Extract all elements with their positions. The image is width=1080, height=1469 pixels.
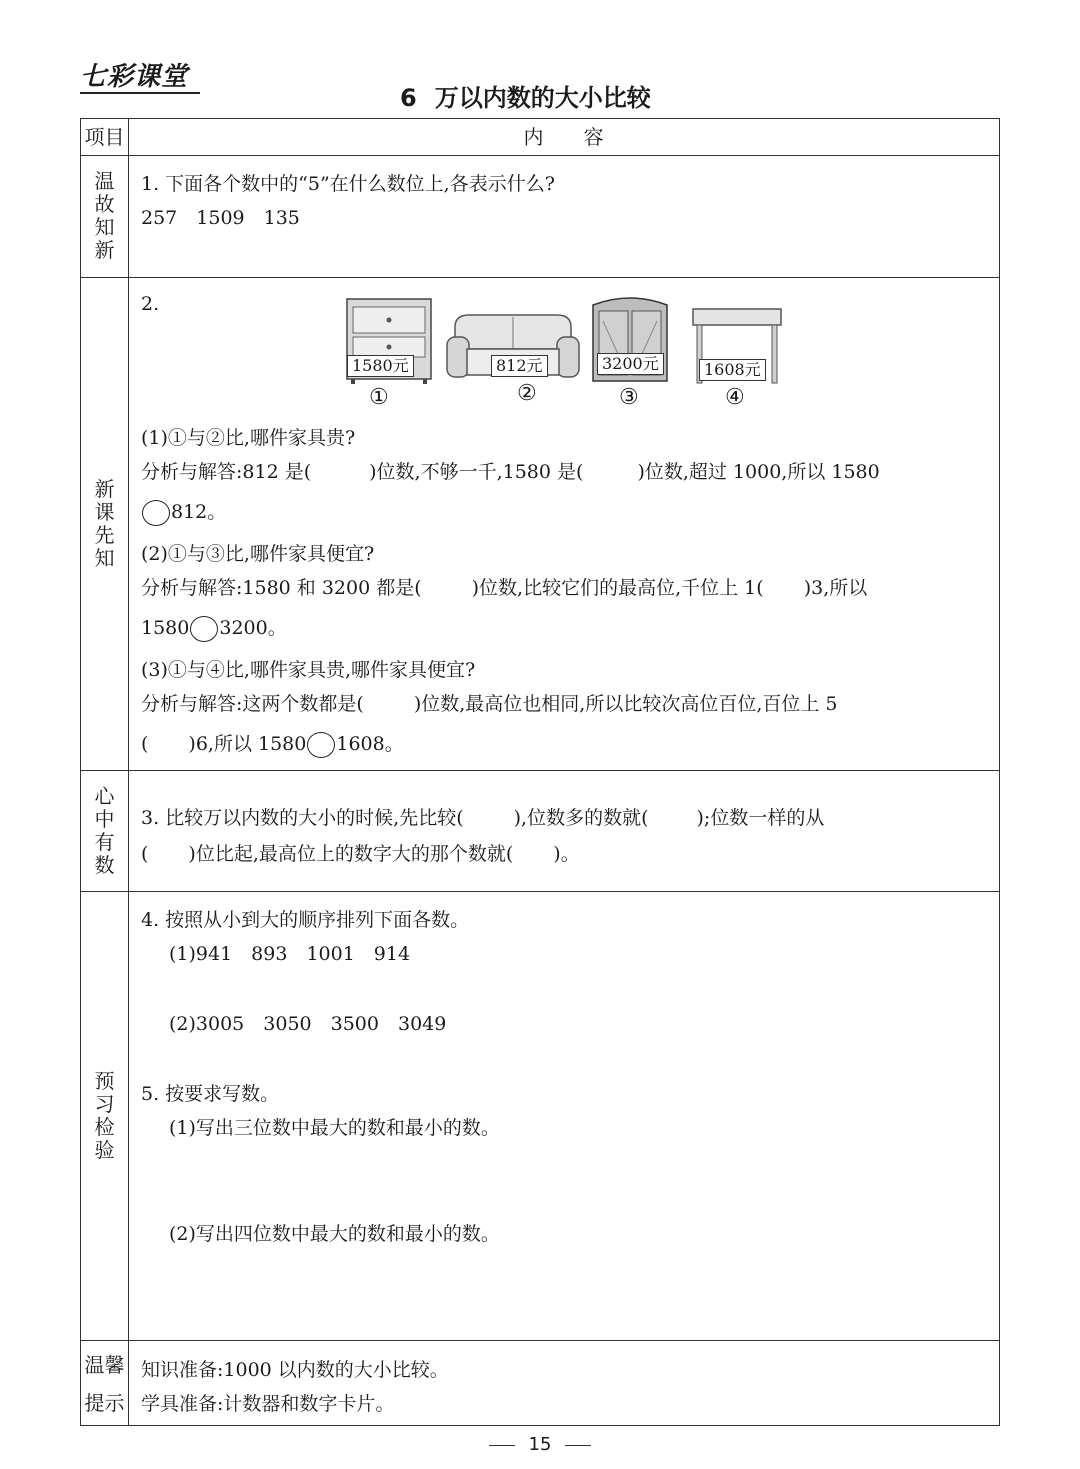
question-1-numbers: 257 1509 135: [141, 207, 300, 229]
row-label-preview: 新课先知: [94, 476, 115, 570]
compare-circle-1[interactable]: [142, 500, 170, 526]
sub-answer-1-line-2: 812。: [141, 497, 226, 526]
question-2: 2.: [141, 293, 160, 315]
page-footer: [0, 1434, 1080, 1455]
sub-answer-3-line-2: ( )6,所以 1580 1608。: [141, 729, 404, 758]
compare-circle-3[interactable]: [307, 732, 335, 758]
row-divider: [81, 1340, 999, 1341]
question-4-part-1: (1)941 893 1001 914: [169, 943, 411, 965]
worksheet-table: [80, 118, 1000, 1426]
header-content: 内 容: [523, 125, 604, 149]
lesson-title-text: 万以内数的大小比较: [434, 84, 651, 112]
question-5-part-1: (1)写出三位数中最大的数和最小的数。: [169, 1117, 500, 1139]
row-divider: [81, 277, 999, 278]
sub-question-1: (1)①与②比,哪件家具贵?: [141, 427, 356, 449]
sub-answer-2-line-1: 分析与解答:1580 和 3200 都是( )位数,比较它们的最高位,千位上 1( )3,所以: [141, 577, 868, 599]
price-tag-1: 1580元: [347, 355, 414, 377]
price-tag-3: 3200元: [597, 353, 664, 375]
question-1: 1. 下面各个数中的“5”在什么数位上,各表示什么?: [141, 173, 555, 195]
price-tag-2: 812元: [491, 355, 548, 377]
sub-question-3: (3)①与④比,哪件家具贵,哪件家具便宜?: [141, 659, 476, 681]
row-divider: [81, 891, 999, 892]
price-tag-4: 1608元: [699, 359, 766, 381]
question-5: 5. 按要求写数。: [141, 1083, 280, 1105]
footer-dash-right: [565, 1445, 591, 1446]
lesson-title: [400, 78, 651, 113]
brand-logo: [80, 56, 202, 96]
row-label-summary: 心中有数: [94, 783, 115, 877]
sub-answer-1-line-1: 分析与解答:812 是( )位数,不够一千,1580 是( )位数,超过 1000,所以 1580: [141, 461, 880, 483]
compare-circle-2[interactable]: [190, 616, 218, 642]
question-4-part-2: (2)3005 3050 3500 3049: [169, 1013, 447, 1035]
page-number: 15: [528, 1434, 552, 1455]
brand-text: 七彩课堂: [80, 62, 189, 92]
header-item: 项目: [84, 125, 125, 149]
tip-tools: 学具准备:计数器和数字卡片。: [141, 1393, 395, 1415]
row-label-check: 预习检验: [94, 1068, 115, 1162]
row-label-tips: 温馨提示: [84, 1352, 125, 1415]
tip-knowledge: 知识准备:1000 以内数的大小比较。: [141, 1359, 449, 1381]
sub-question-2: (2)①与③比,哪件家具便宜?: [141, 543, 375, 565]
row-divider: [81, 770, 999, 771]
furniture-number-2: ②: [517, 381, 537, 406]
footer-dash-left: [489, 1445, 515, 1446]
furniture-number-4: ④: [725, 385, 745, 410]
question-4: 4. 按照从小到大的顺序排列下面各数。: [141, 909, 470, 931]
row-divider: [81, 155, 999, 156]
sub-answer-2-line-2: 1580 3200。: [141, 613, 287, 642]
brand-underline: [80, 92, 200, 94]
column-divider: [128, 119, 129, 1425]
question-3-line-1: 3. 比较万以内数的大小的时候,先比较( ),位数多的数就( );位数一样的从: [141, 807, 825, 829]
furniture-number-1: ①: [369, 385, 389, 410]
question-3-line-2: ( )位比起,最高位上的数字大的那个数就( )。: [141, 843, 580, 865]
lesson-number: 6: [400, 84, 417, 112]
row-label-review: 温故知新: [94, 169, 115, 262]
question-5-part-2: (2)写出四位数中最大的数和最小的数。: [169, 1223, 500, 1245]
furniture-number-3: ③: [619, 385, 639, 410]
sub-answer-3-line-1: 分析与解答:这两个数都是( )位数,最高位也相同,所以比较次高位百位,百位上 5: [141, 693, 838, 715]
